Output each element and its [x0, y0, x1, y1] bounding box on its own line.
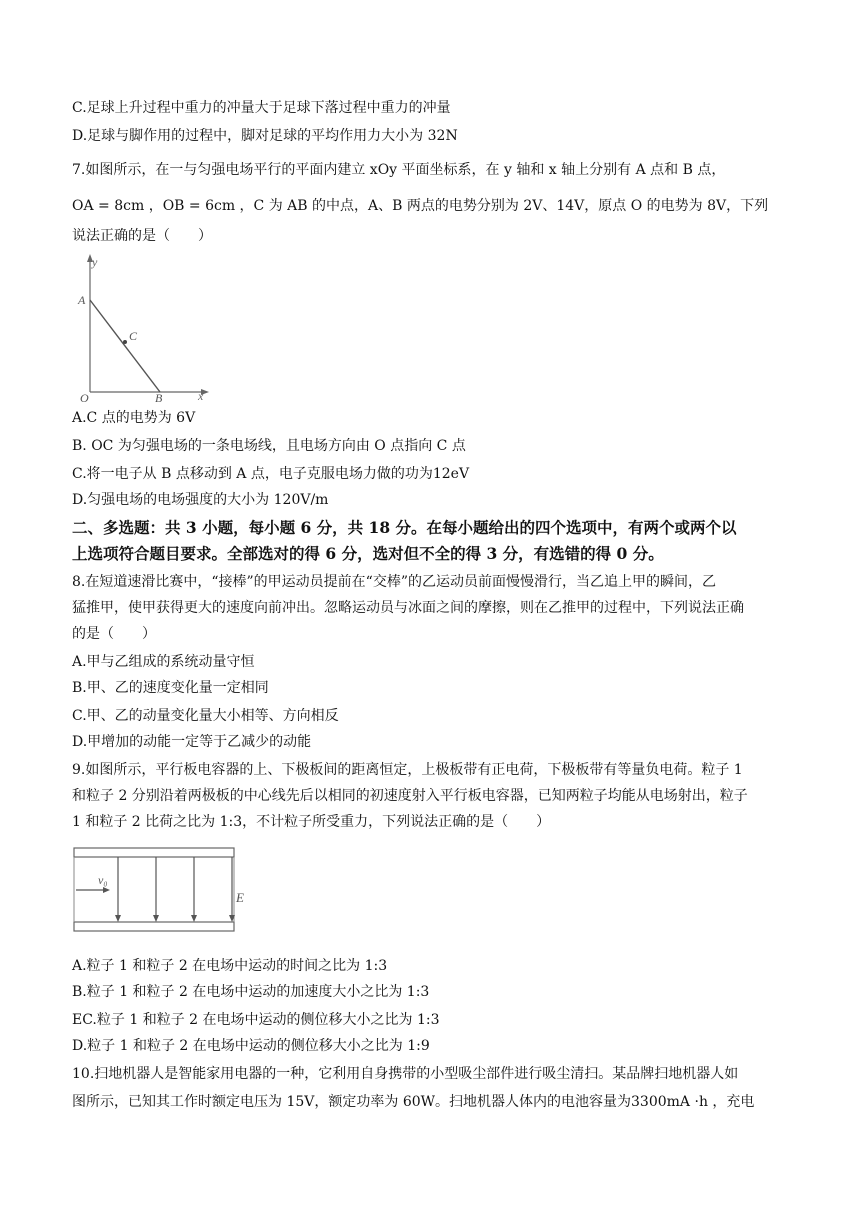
question-8-line2: 猛推甲，使甲获得更大的速度向前冲出。忽略运动员与冰面之间的摩擦，则在乙推甲的过程中，下列说法正确: [72, 600, 744, 616]
question-7-line3: 说法正确的是（ ）: [72, 228, 212, 244]
option-b-q7: B. OC 为匀强电场的一条电场线，且电场方向由 O 点指向 C 点: [72, 438, 466, 454]
point-b-label: B: [155, 391, 163, 402]
question-9-line3: 1 和粒子 2 比荷之比为 1:3，不计粒子所受重力，下列说法正确的是（ ）: [72, 814, 551, 830]
section-2-heading-line2: 上选项符合题目要求。全部选对的得 6 分，选对但不全的得 3 分，有选错的得 0 分。: [72, 544, 664, 563]
option-c-q8: C.甲、乙的动量变化量大小相等、方向相反: [72, 708, 339, 724]
option-d-q7: D.匀强电场的电场强度的大小为 120V/m: [72, 492, 329, 508]
question-9-line1: 9.如图所示，平行板电容器的上、下极板间的距离恒定，上极板带有正电荷，下极板带有等量负电荷。粒子 1: [72, 762, 743, 778]
question-7-line2: OA = 8cm ，OB = 6cm ，C 为 AB 的中点，A、B 两点的电势分别为 2V、14V，原点 O 的电势为 8V，下列: [72, 198, 769, 214]
question-7-line1: 7.如图所示，在一与匀强电场平行的平面内建立 xOy 平面坐标系，在 y 轴和 x 轴上分别有 A 点和 B 点，: [72, 162, 726, 178]
option-c-q6: C.足球上升过程中重力的冲量大于足球下落过程中重力的冲量: [72, 100, 451, 116]
field-label: E: [236, 890, 244, 905]
option-b-q9: B.粒子 1 和粒子 2 在电场中运动的加速度大小之比为 1:3: [72, 984, 430, 1000]
coordinate-figure: [72, 252, 212, 402]
point-a-label: A: [78, 293, 86, 307]
question-8-line3: 的是（ ）: [72, 626, 156, 642]
option-d-q9: D.粒子 1 和粒子 2 在电场中运动的侧位移大小之比为 1:9: [72, 1038, 430, 1054]
option-d-q6: D.足球与脚作用的过程中，脚对足球的平均作用力大小为 32N: [72, 128, 458, 144]
capacitor-figure: [72, 842, 262, 938]
option-a-q8: A.甲与乙组成的系统动量守恒: [72, 654, 255, 670]
x-axis-label: x: [198, 389, 204, 402]
question-10-line2: 图所示，已知其工作时额定电压为 15V，额定功率为 60W。扫地机器人体内的电池容量为3300mA ·h ，充电: [72, 1094, 755, 1110]
question-9-line2: 和粒子 2 分别沿着两极板的中心线先后以相同的初速度射入平行板电容器，已知两粒子均能从电场射出，粒子: [72, 788, 748, 804]
option-c-q9: EC.粒子 1 和粒子 2 在电场中运动的侧位移大小之比为 1:3: [72, 1012, 440, 1028]
option-a-q9: A.粒子 1 和粒子 2 在电场中运动的时间之比为 1:3: [72, 958, 388, 974]
option-c-q7: C.将一电子从 B 点移动到 A 点，电子克服电场力做的功为12eV: [72, 466, 470, 482]
y-axis-label: y: [92, 255, 98, 269]
point-c-label: C: [129, 329, 138, 343]
velocity-label: v₀: [98, 873, 108, 887]
option-d-q8: D.甲增加的动能一定等于乙减少的动能: [72, 734, 312, 750]
question-8-line1: 8.在短道速滑比赛中，“接棒”的甲运动员提前在“交棒”的乙运动员前面慢慢滑行，当乙追上甲的瞬间，乙: [72, 574, 716, 590]
section-2-heading-line1: 二、多选题：共 3 小题，每小题 6 分，共 18 分。在每小题给出的四个选项中，有两个或两个以: [72, 518, 737, 537]
origin-label: O: [80, 391, 89, 402]
question-10-line1: 10.扫地机器人是智能家用电器的一种，它利用自身携带的小型吸尘部件进行吸尘清扫。某品牌扫地机器人如: [72, 1066, 739, 1082]
option-b-q8: B.甲、乙的速度变化量一定相同: [72, 680, 269, 696]
option-a-q7: A.C 点的电势为 6V: [72, 410, 196, 426]
